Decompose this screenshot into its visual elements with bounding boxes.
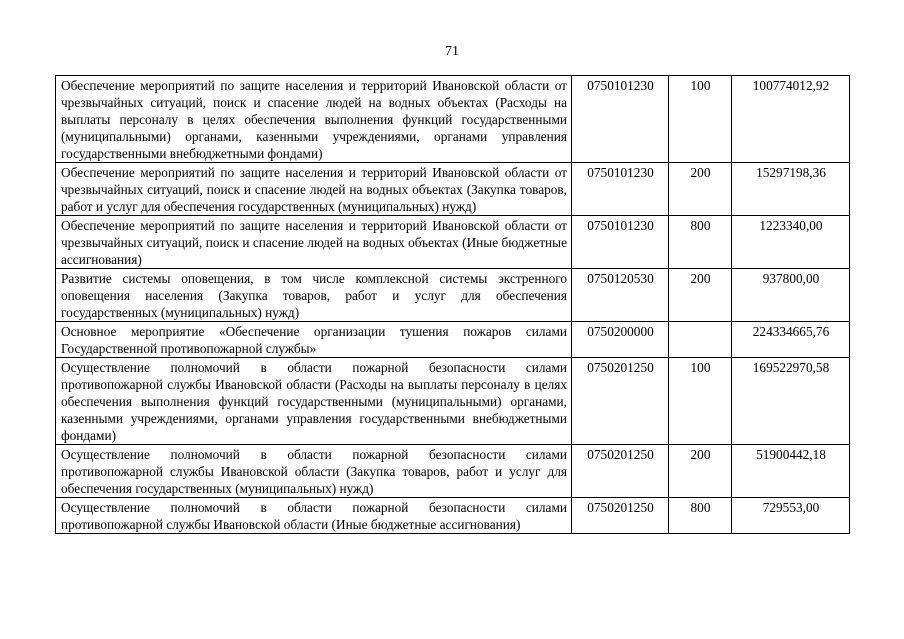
row-amount-cell: 100774012,92 bbox=[732, 76, 850, 163]
row-amount-cell: 937800,00 bbox=[732, 269, 850, 322]
row-amount-cell: 51900442,18 bbox=[732, 445, 850, 498]
row-expense-type-cell: 800 bbox=[669, 498, 732, 534]
table-row bbox=[56, 322, 850, 358]
row-code-cell: 0750201250 bbox=[572, 445, 669, 498]
row-name-cell: Развитие системы оповещения, в том числе комплексной системы экстренного оповещения населения (Закупка товаров, работ и услуг для обеспечения государственных (муниципальных) нужд) bbox=[56, 269, 572, 322]
table-row bbox=[56, 76, 850, 163]
table-row bbox=[56, 269, 850, 322]
row-code-cell: 0750101230 bbox=[572, 163, 669, 216]
row-name-cell: Осуществление полномочий в области пожарной безопасности силами противопожарной службы Ивановской области (Иные бюджетные ассигнования) bbox=[56, 498, 572, 534]
row-expense-type-cell bbox=[669, 322, 732, 358]
row-amount-cell: 15297198,36 bbox=[732, 163, 850, 216]
row-amount-cell: 729553,00 bbox=[732, 498, 850, 534]
row-code-cell: 0750101230 bbox=[572, 76, 669, 163]
row-expense-type-cell: 800 bbox=[669, 216, 732, 269]
row-code-cell: 0750120530 bbox=[572, 269, 669, 322]
row-expense-type-cell: 100 bbox=[669, 76, 732, 163]
row-name-cell: Обеспечение мероприятий по защите населения и территорий Ивановской области от чрезвычайных ситуаций, поиск и спасение людей на водных объектах (Расходы на выплаты персоналу в целях обеспечения выполнения функций государственными (муниципальными) органами, казенными учреждениями, органами управления государственными внебюджетными фондами) bbox=[56, 76, 572, 163]
row-amount-cell: 169522970,58 bbox=[732, 358, 850, 445]
row-name-cell: Осуществление полномочий в области пожарной безопасности силами противопожарной службы Ивановской области (Закупка товаров, работ и услуг для обеспечения государственных (муниципальных) нужд) bbox=[56, 445, 572, 498]
row-expense-type-cell: 200 bbox=[669, 269, 732, 322]
table-row bbox=[56, 498, 850, 534]
table-row bbox=[56, 445, 850, 498]
table-row bbox=[56, 216, 850, 269]
row-expense-type-cell: 100 bbox=[669, 358, 732, 445]
table-row bbox=[56, 163, 850, 216]
row-expense-type-cell: 200 bbox=[669, 163, 732, 216]
page-number: 71 bbox=[445, 44, 459, 59]
row-amount-cell: 224334665,76 bbox=[732, 322, 850, 358]
row-amount-cell: 1223340,00 bbox=[732, 216, 850, 269]
row-name-cell: Осуществление полномочий в области пожарной безопасности силами противопожарной службы Ивановской области (Расходы на выплаты персоналу в целях обеспечения выполнения функций государственными (муниципальными) органами, казенными учреждениями, органами управления государственными внебюджетными фондами) bbox=[56, 358, 572, 445]
row-code-cell: 0750201250 bbox=[572, 358, 669, 445]
row-code-cell: 0750201250 bbox=[572, 498, 669, 534]
row-name-cell: Обеспечение мероприятий по защите населения и территорий Ивановской области от чрезвычайных ситуаций, поиск и спасение людей на водных объектах (Иные бюджетные ассигнования) bbox=[56, 216, 572, 269]
table-row bbox=[56, 358, 850, 445]
row-expense-type-cell: 200 bbox=[669, 445, 732, 498]
row-name-cell: Основное мероприятие «Обеспечение организации тушения пожаров силами Государственной противопожарной службы» bbox=[56, 322, 572, 358]
budget-table bbox=[55, 75, 850, 534]
row-code-cell: 0750101230 bbox=[572, 216, 669, 269]
row-name-cell: Обеспечение мероприятий по защите населения и территорий Ивановской области от чрезвычайных ситуаций, поиск и спасение людей на водных объектах (Закупка товаров, работ и услуг для обеспечения государственных (муниципальных) нужд) bbox=[56, 163, 572, 216]
row-code-cell: 0750200000 bbox=[572, 322, 669, 358]
